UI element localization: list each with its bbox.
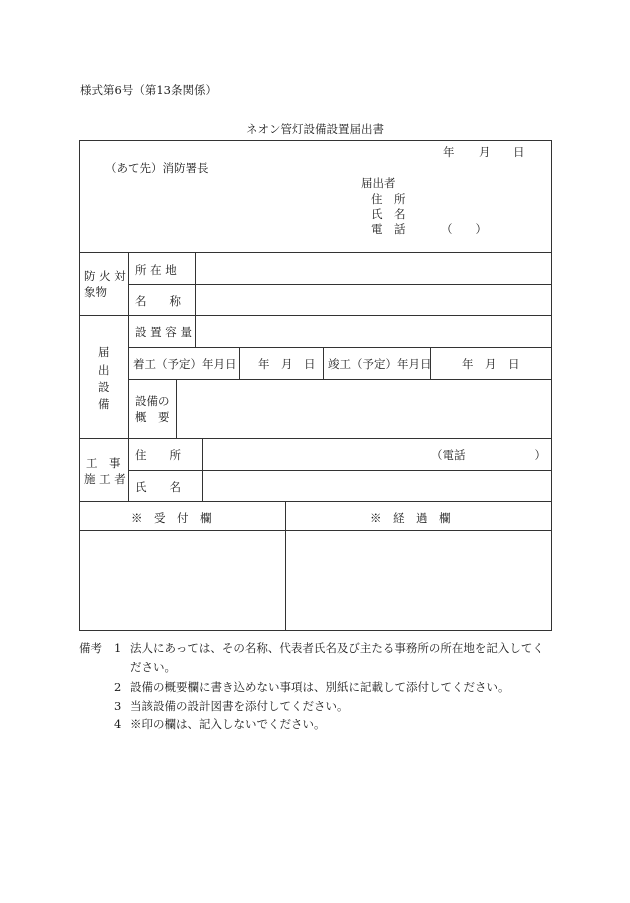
summary-label-line1: 設備の (135, 394, 170, 408)
form-table (79, 140, 552, 631)
note-text-continued: ださい。 (130, 660, 176, 674)
note-number: 2 (114, 680, 122, 694)
equipment-label-char-3: 設 (98, 380, 110, 394)
date-year: 年 (443, 145, 455, 159)
summary-label-line2: 概 要 (135, 410, 170, 424)
reception-label: ※ 受 付 欄 (131, 511, 212, 525)
equipment-label-char-2: 出 (98, 363, 110, 377)
date-day: 日 (513, 145, 525, 159)
note-item (114, 640, 544, 656)
form-number: 様式第6号（第13条関係） (80, 83, 217, 97)
document-title: ネオン管灯設備設置届出書 (246, 122, 384, 136)
notifier-phone-label: 電 話 (371, 222, 406, 236)
finish-date-label: 竣工（予定）年月日 (328, 357, 432, 371)
note-text: 法人にあっては、その名称、代表者氏名及び主たる事務所の所在地を記入してく (130, 641, 544, 655)
start-date-label: 着工（予定）年月日 (133, 357, 237, 371)
target-location-label: 所 在 地 (135, 263, 177, 277)
contractor-address-label: 住 所 (135, 448, 181, 462)
start-date-ymd: 年 月 日 (258, 357, 316, 371)
notifier-label: 届出者 (361, 176, 396, 190)
target-label-line2: 象物 (84, 285, 107, 299)
notifier-phone-parens: （ ） (441, 222, 487, 236)
notes-label: 備考 (79, 641, 102, 655)
equipment-label-char-1: 届 (98, 345, 110, 359)
contractor-name-label: 氏 名 (135, 480, 181, 494)
note-number: 4 (114, 717, 122, 731)
target-name-label: 名 称 (135, 294, 181, 308)
note-item (114, 698, 349, 714)
capacity-label: 設 置 容 量 (135, 325, 192, 339)
date-month: 月 (479, 145, 491, 159)
note-text: ※印の欄は、記入しないでください。 (130, 717, 326, 731)
contractor-label-line2: 施 工 者 (84, 472, 126, 486)
notifier-name-label: 氏 名 (371, 207, 406, 221)
equipment-label-char-4: 備 (98, 397, 110, 411)
finish-date-ymd: 年 月 日 (462, 357, 520, 371)
note-text: 当該設備の設計図書を添付してください。 (130, 699, 349, 713)
progress-label: ※ 経 過 欄 (370, 511, 451, 525)
contractor-label-line1: 工 事 (86, 456, 121, 470)
note-number: 3 (114, 699, 122, 713)
note-number: 1 (114, 641, 122, 655)
target-label-line1: 防 火 対 (84, 269, 126, 283)
note-text: 設備の概要欄に書き込めない事項は、別紙に記載して添付してください。 (130, 680, 510, 694)
note-item (114, 716, 326, 732)
note-item (114, 679, 510, 695)
contractor-phone-label: （電話 ） (431, 448, 546, 462)
notifier-address-label: 住 所 (371, 192, 406, 206)
addressee: （あて先）消防署長 (105, 161, 209, 175)
